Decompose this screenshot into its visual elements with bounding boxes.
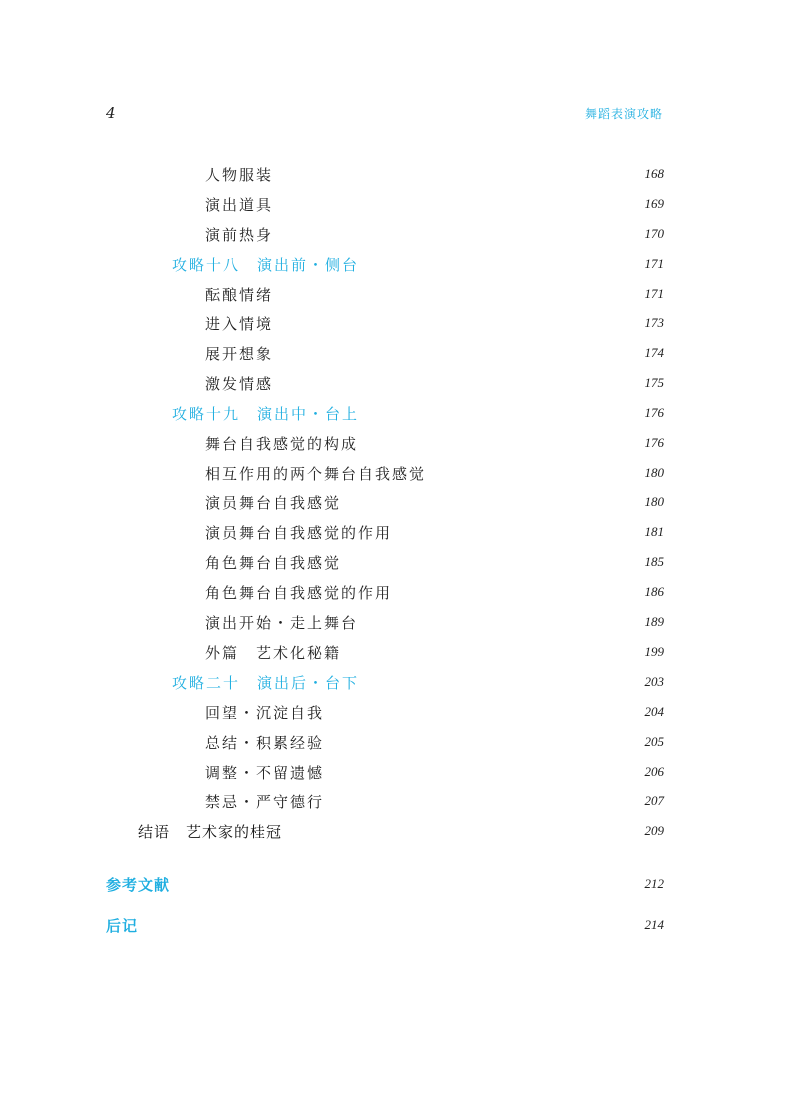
toc-conclusion-label: 结语 艺术家的桂冠 [138,823,283,841]
toc-entry-page: 170 [644,226,664,241]
toc-entry[interactable] [0,343,800,367]
toc-chapter-label: 攻略十八 演出前・侧台 [172,256,360,274]
toc-entry-page: 212 [644,876,664,891]
toc-entry-page: 180 [644,494,664,509]
toc-entry[interactable] [0,433,800,457]
toc-entry-page: 171 [644,256,664,271]
toc-entry[interactable] [0,702,800,726]
toc-entry[interactable] [0,732,800,756]
toc-entry-label: 禁忌・严守德行 [205,793,325,811]
toc-entry-page: 175 [644,375,664,390]
toc-entry-page: 173 [644,315,664,330]
toc-entry-page: 203 [644,674,664,689]
toc-entry-page: 180 [644,465,664,480]
toc-entry-page: 214 [644,917,664,932]
toc-entry[interactable] [0,552,800,576]
toc-entry-page: 169 [644,196,664,211]
toc-entry[interactable] [0,582,800,606]
toc-afterword-entry[interactable] [0,915,800,939]
toc-entry[interactable] [0,224,800,248]
toc-entry-label: 外篇 艺术化秘籍 [205,644,342,662]
toc-entry[interactable] [0,492,800,516]
toc-entry[interactable] [0,463,800,487]
toc-entry-label: 人物服装 [205,166,274,184]
toc-chapter-label: 攻略二十 演出后・台下 [172,674,360,692]
toc-entry-page: 207 [644,793,664,808]
toc-entry-page: 209 [644,823,664,838]
toc-references-entry[interactable] [0,874,800,898]
toc-references-label: 参考文献 [106,876,171,894]
toc-entry-page: 174 [644,345,664,360]
toc-afterword-label: 后记 [106,917,139,935]
toc-entry-page: 168 [644,166,664,181]
toc-entry-page: 189 [644,614,664,629]
toc-entry-label: 调整・不留遗憾 [205,764,325,782]
toc-entry-page: 206 [644,764,664,779]
toc-entry[interactable] [0,642,800,666]
toc-entry-label: 角色舞台自我感觉 [205,554,342,572]
toc-entry-label: 相互作用的两个舞台自我感觉 [205,465,427,483]
toc-entry-page: 176 [644,405,664,420]
toc-chapter-label: 攻略十九 演出中・台上 [172,405,360,423]
toc-entry-label: 激发情感 [205,375,274,393]
toc-entry-label: 角色舞台自我感觉的作用 [205,584,393,602]
toc-entry-label: 回望・沉淀自我 [205,704,325,722]
page-number: 4 [106,104,116,122]
running-header-title: 舞蹈表演攻略 [584,107,663,121]
toc-entry-page: 181 [644,524,664,539]
toc-entry-label: 演出道具 [205,196,274,214]
toc-entry[interactable] [0,194,800,218]
toc-chapter-entry[interactable] [0,254,800,278]
toc-entry-label: 演员舞台自我感觉 [205,494,342,512]
toc-entry[interactable] [0,522,800,546]
toc-entry-page: 171 [644,286,664,301]
toc-conclusion-entry[interactable] [0,821,800,845]
toc-entry-page: 204 [644,704,664,719]
toc-entry-label: 进入情境 [205,315,274,333]
toc-entry[interactable] [0,762,800,786]
toc-entry[interactable] [0,313,800,337]
toc-entry-label: 演前热身 [205,226,274,244]
toc-entry-label: 演出开始・走上舞台 [205,614,359,632]
toc-entry-page: 199 [644,644,664,659]
toc-entry-page: 186 [644,584,664,599]
toc-entry-label: 总结・积累经验 [205,734,325,752]
toc-entry-page: 185 [644,554,664,569]
toc-entry-label: 展开想象 [205,345,274,363]
toc-chapter-entry[interactable] [0,672,800,696]
toc-entry-page: 205 [644,734,664,749]
toc-entry[interactable] [0,791,800,815]
toc-entry[interactable] [0,612,800,636]
toc-chapter-entry[interactable] [0,403,800,427]
toc-entry-label: 舞台自我感觉的构成 [205,435,359,453]
toc-entry-label: 酝酿情绪 [205,286,274,304]
toc-entry-page: 176 [644,435,664,450]
toc-entry[interactable] [0,164,800,188]
toc-entry[interactable] [0,373,800,397]
toc-entry[interactable] [0,284,800,308]
toc-entry-label: 演员舞台自我感觉的作用 [205,524,393,542]
